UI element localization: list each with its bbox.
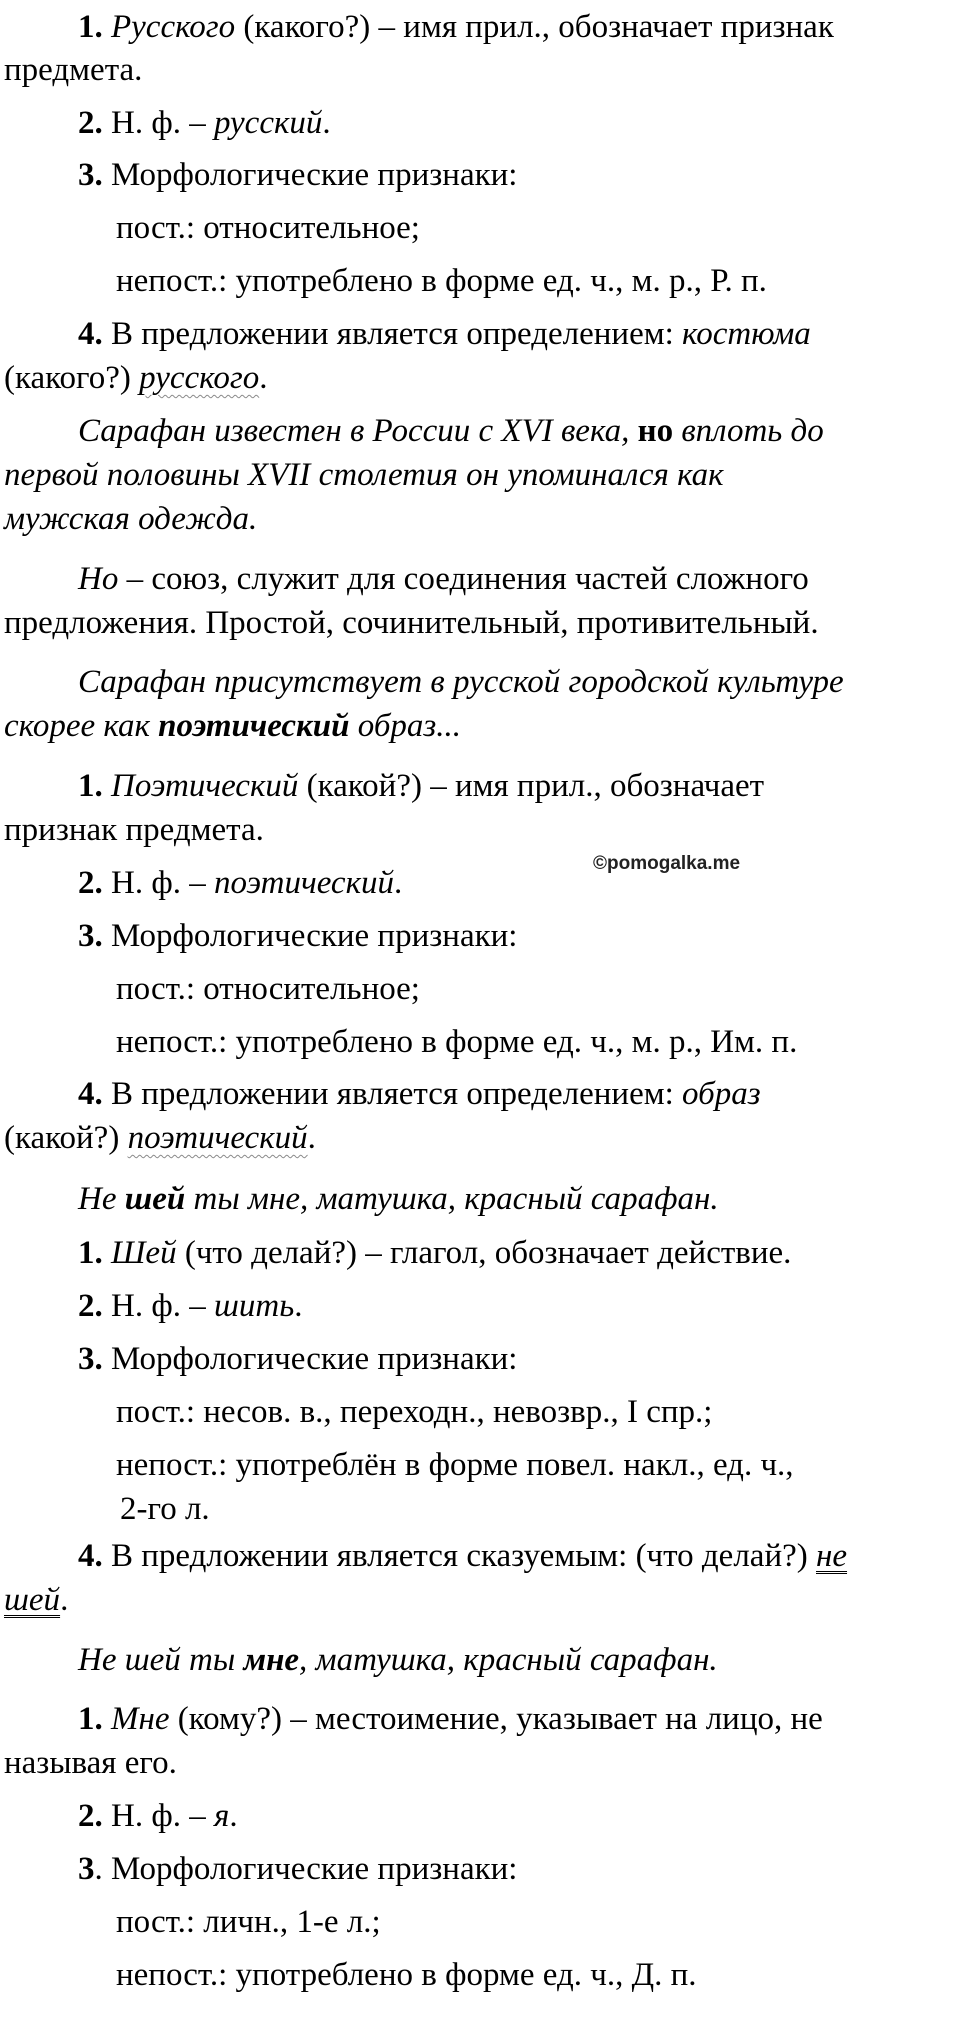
s3-item-4: 4. В предложении является сказуемым: (что делай?) не: [78, 1538, 848, 1574]
s1-item-4-cont: (какого?) русского.: [4, 360, 268, 396]
s1-nepost: непост.: употреблено в форме ед. ч., м. р., Р. п.: [116, 263, 767, 299]
analyzed-word: Шей: [111, 1235, 177, 1271]
quote-sarafan-2-line2: скорее как поэтический образ...: [4, 708, 462, 744]
s4-nepost: непост.: употреблено в форме ед. ч., Д. п.: [116, 1957, 697, 1993]
s2-item-4-cont: (какой?) поэтический.: [4, 1120, 316, 1156]
quote-sarafan-1-line2: первой половины XVII столетия он упоминался как: [4, 457, 724, 493]
s4-item-2: 2. Н. ф. – я.: [78, 1798, 238, 1834]
s4-item-1: 1. Мне (кому?) – местоимение, указывает на лицо, не: [78, 1701, 823, 1737]
s3-item-1: 1. Шей (что делай?) – глагол, обозначает действие.: [78, 1235, 792, 1271]
predicate-underline: шей: [4, 1582, 61, 1618]
s2-item-3: 3. Морфологические признаки:: [78, 918, 518, 954]
s3-item-3: 3. Морфологические признаки:: [78, 1341, 518, 1377]
s4-post: пост.: личн., 1-е л.;: [116, 1904, 381, 1940]
quote-sarafan-1: Сарафан известен в России с XVI века, но вплоть до: [78, 413, 824, 449]
s1-item-1-cont: предмета.: [4, 52, 143, 88]
watermark: ©pomogalka.me: [593, 853, 741, 874]
analyzed-word: Русского: [111, 9, 236, 45]
quote-sarafan-2: Сарафан присутствует в русской городской культуре: [78, 664, 844, 700]
s3-item-4-cont: шей.: [4, 1582, 69, 1618]
s4-item-1-cont: называя его.: [4, 1745, 177, 1781]
s2-item-1-cont: признак предмета.: [4, 812, 264, 848]
definition-underline: русского: [139, 360, 260, 396]
s3-nepost: непост.: употреблён в форме повел. накл., ед. ч.,: [116, 1447, 794, 1483]
quote-sarafan-1-line3: мужская одежда.: [4, 501, 258, 537]
s1-post: пост.: относительное;: [116, 210, 420, 246]
quote-shei: Не шей ты мне, матушка, красный сарафан.: [78, 1181, 719, 1217]
definition-underline: поэтический: [127, 1120, 308, 1156]
s3-post: пост.: несов. в., переходн., невозвр., I спр.;: [116, 1394, 713, 1430]
s3-item-2: 2. Н. ф. – шить.: [78, 1288, 303, 1324]
s2-item-2: 2. Н. ф. – поэтический.: [78, 865, 403, 901]
s1-item-3: 3. Морфологические признаки:: [78, 157, 518, 193]
s3-nepost-cont: 2-го л.: [120, 1491, 210, 1527]
predicate-underline: не: [816, 1538, 848, 1574]
s2-item-1: 1. Поэтический (какой?) – имя прил., обозначает: [78, 768, 765, 804]
analyzed-word: Поэтический: [111, 768, 299, 804]
s1-item-2: 2. Н. ф. – русский.: [78, 105, 331, 141]
s2-nepost: непост.: употреблено в форме ед. ч., м. р., Им. п.: [116, 1024, 798, 1060]
quote-mne: Не шей ты мне, матушка, красный сарафан.: [78, 1642, 718, 1678]
no-explanation-line2: предложения. Простой, сочинительный, противительный.: [4, 605, 819, 641]
s1-item-1: 1. Русского (какого?) – имя прил., обозначает признак: [78, 9, 834, 45]
s4-item-3: 3. Морфологические признаки:: [78, 1851, 518, 1887]
analyzed-word: Мне: [111, 1701, 170, 1737]
s1-item-4: 4. В предложении является определением: костюма: [78, 316, 811, 352]
no-explanation: Но – союз, служит для соединения частей сложного: [78, 561, 809, 597]
s2-post: пост.: относительное;: [116, 971, 420, 1007]
s2-item-4: 4. В предложении является определением: образ: [78, 1076, 761, 1112]
